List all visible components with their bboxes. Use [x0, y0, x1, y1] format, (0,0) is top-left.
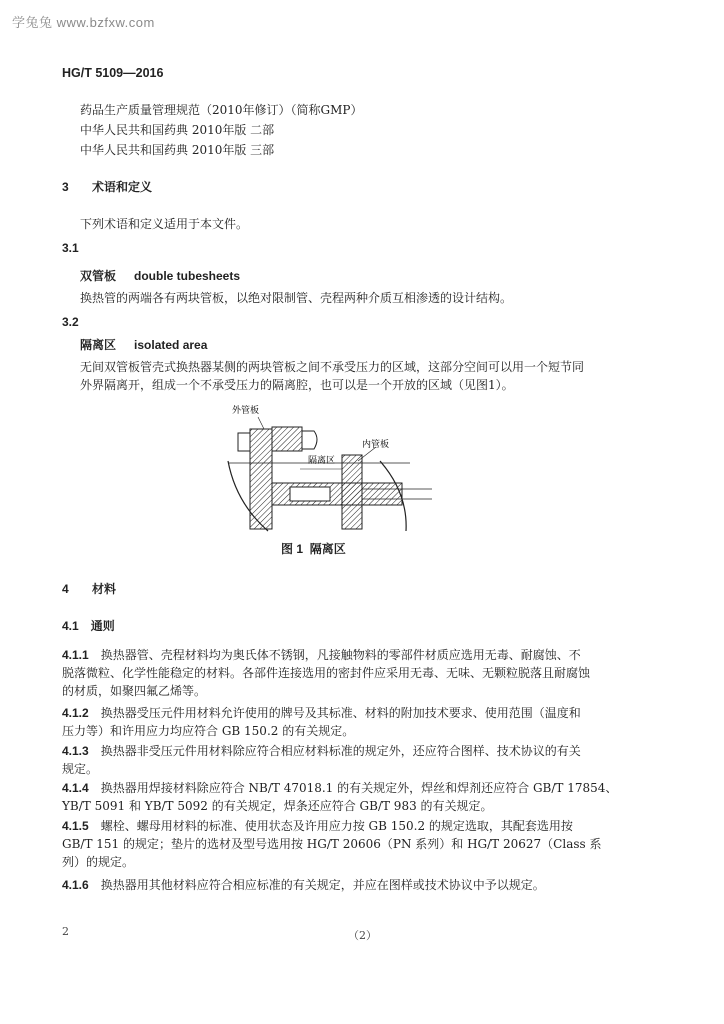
page-number: 2: [62, 925, 69, 938]
clause-line: 脱落微粒、化学性能稳定的材料。各部件连接选用的密封件应采用无毒、无味、无颗粒脱落且耐腐蚀: [62, 666, 591, 680]
clause-4-1-6: [62, 876, 660, 894]
section-3-intro: 下列术语和定义适用于本文件。: [80, 217, 249, 231]
section-title: 术语和定义: [92, 180, 153, 194]
nut-shape: [238, 433, 250, 451]
clause-4-1-4: [62, 779, 660, 815]
nut-shape: [272, 427, 302, 451]
term-definition-line: 无间双管板管壳式换热器某侧的两块管板之间不承受压力的区域，这部分空间可以用一个短节同: [80, 360, 585, 374]
clause-line: YB/T 5091 和 YB/T 5092 的有关规定，焊条还应符合 GB/T 983 的有关规定。: [62, 799, 493, 813]
label-inner-tubesheet: 内管板: [362, 440, 390, 450]
clause-number: 4.1.6: [62, 878, 89, 892]
clause-number: 4.1.2: [62, 706, 89, 720]
clause-line: 换热器用其他材料应符合相应标准的有关规定，并应在图样或技术协议中予以规定。: [100, 878, 545, 892]
term-zh: 隔离区: [80, 338, 117, 352]
subsection-number: 4.1: [62, 619, 79, 633]
figure-caption: [281, 540, 346, 557]
bolt-head: [302, 431, 317, 449]
reference-item: 中华人民共和国药典 2010年版 二部: [80, 123, 275, 137]
term-zh: 双管板: [80, 269, 117, 283]
term-heading: [80, 267, 240, 284]
term-definition: 换热管的两端各有两块管板，以绝对限制管、壳程两种介质互相渗透的设计结构。: [80, 291, 513, 305]
term-en: double tubesheets: [134, 269, 241, 283]
standard-id: HG/T 5109—2016: [62, 66, 164, 80]
term-definition-line: 外界隔离开，组成一个不承受压力的隔离腔，也可以是一个开放的区域（见图1）。: [80, 378, 514, 392]
figure-number: 图 1: [281, 542, 304, 556]
term-number: 3.2: [62, 315, 79, 329]
clause-4-1-3: [62, 742, 660, 778]
clause-number: 4.1.5: [62, 819, 89, 833]
clause-line: 换热器管、壳程材料均为奥氏体不锈钢，凡接触物料的零部件材质应选用无毒、耐腐蚀、不: [100, 648, 581, 662]
reference-item: 药品生产质量管理规范（2010年修订）（简称GMP）: [80, 103, 363, 117]
figure-title: 隔离区: [309, 542, 346, 556]
term-heading: [80, 336, 207, 353]
section-number: 3: [62, 180, 69, 194]
clause-line: 螺栓、螺母用材料的标准、使用状态及许用应力按 GB 150.2 的规定选取，其配套选用按: [100, 819, 573, 833]
clause-line: GB/T 151 的规定；垫片的选材及型号选用按 HG/T 20606（PN 系列）和 HG/T 20627（Class 系: [62, 837, 602, 851]
term-en: isolated area: [134, 338, 208, 352]
label-isolated-area: 隔离区: [308, 456, 336, 466]
clause-line: 的材质，如聚四氟乙烯等。: [62, 684, 207, 698]
subsection-title: 通则: [90, 619, 115, 633]
outer-tubesheet: [250, 429, 272, 529]
clause-line: 规定。: [62, 762, 99, 776]
clause-line: 列）的规定。: [62, 855, 135, 869]
isolated-area-figure: [210, 403, 440, 533]
watermark-text: 学兔兔 www.bzfxw.com: [12, 15, 155, 30]
section-title: 材料: [92, 582, 117, 596]
clause-4-1-1: [62, 646, 660, 700]
section-number: 4: [62, 582, 69, 596]
clause-4-1-2: [62, 704, 660, 740]
subsection-heading: [62, 617, 115, 634]
clause-line: 压力等）和许用应力均应符合 GB 150.2 的有关规定。: [62, 724, 355, 738]
label-outer-tubesheet: 外管板: [232, 406, 260, 416]
clause-line: 换热器非受压元件用材料除应符合相应材料标准的规定外，还应符合图样、技术协议的有关: [100, 744, 581, 758]
footer-center-text: （2）: [348, 929, 377, 942]
tube-bore: [290, 487, 330, 501]
clause-4-1-5: [62, 817, 660, 871]
section-4-heading: [62, 580, 116, 597]
section-3-heading: [62, 178, 152, 195]
clause-number: 4.1.4: [62, 781, 89, 795]
reference-item: 中华人民共和国药典 2010年版 三部: [80, 143, 275, 157]
clause-number: 4.1.1: [62, 648, 89, 662]
clause-number: 4.1.3: [62, 744, 89, 758]
term-number: 3.1: [62, 241, 79, 255]
clause-line: 换热器用焊接材料除应符合 NB/T 47018.1 的有关规定外，焊丝和焊剂还应符合 GB/T 17854、: [100, 781, 618, 795]
clause-line: 换热器受压元件用材料允许使用的牌号及其标准、材料的附加技术要求、使用范围（温度和: [100, 706, 581, 720]
